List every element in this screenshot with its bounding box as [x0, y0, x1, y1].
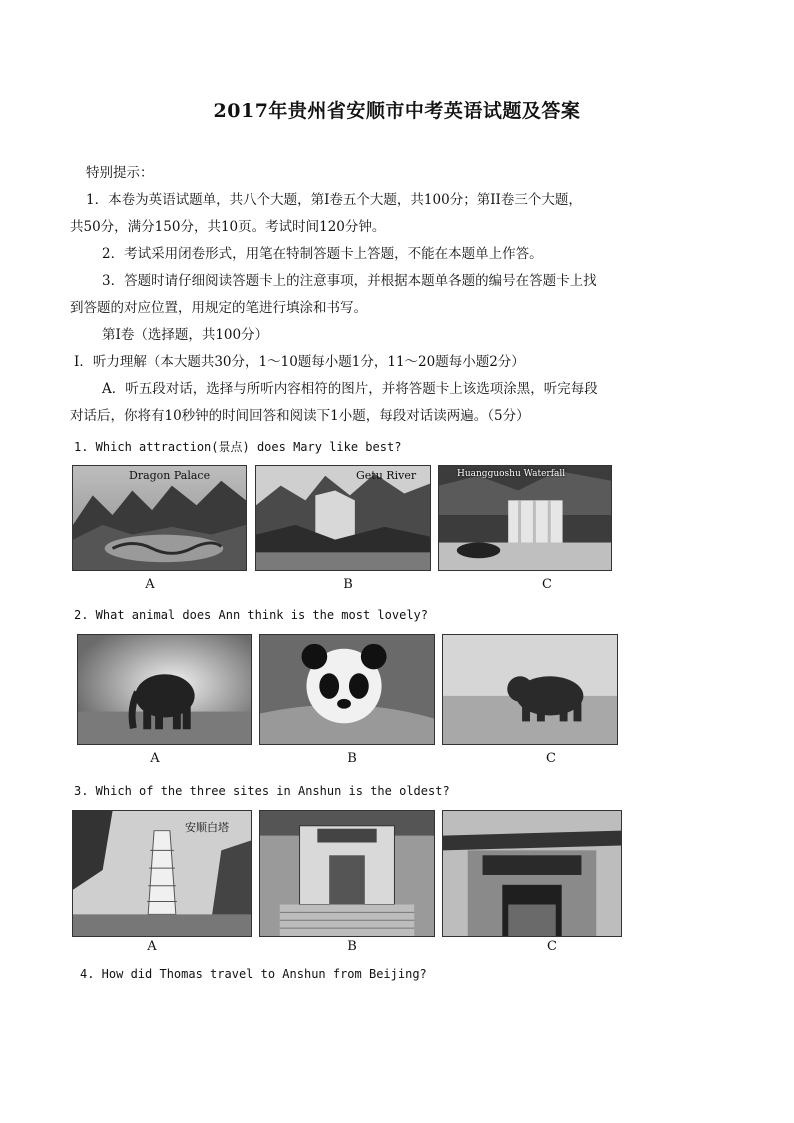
notice-item-2: 2．考试采用闭卷形式，用笔在特制答题卡上答题，不能在本题单上作答。 — [102, 246, 543, 262]
photo-panda — [259, 634, 435, 745]
section-1-heading: I．听力理解（本大题共30分，1～10题每小题1分，11～20题每小题2分） — [74, 354, 525, 370]
section-a-line-1: A．听五段对话，选择与所听内容相符的图片，并将答题卡上该选项涂黑，听完每段 — [102, 381, 598, 397]
option-letter: B — [347, 939, 357, 954]
question-1-text: 1. Which attraction(景点) does Mary like best? — [74, 440, 402, 454]
photo-bear — [442, 634, 618, 745]
notice-item-1-line-1: 1．本卷为英语试题单，共八个大题，第Ⅰ卷五个大题，共100分；第II卷三个大题， — [86, 192, 582, 208]
page-title: 2017年贵州省安顺市中考英语试题及答案 — [213, 100, 581, 122]
option-letter: C — [547, 939, 557, 954]
photo-caption: Getu River — [356, 469, 417, 482]
photo-caption: Huangguoshu Waterfall — [457, 469, 566, 479]
photo-elephant — [77, 634, 252, 745]
question-3-text: 3. Which of the three sites in Anshun is the oldest? — [74, 784, 450, 798]
option-letter: C — [542, 577, 552, 592]
photo-huangguoshu-waterfall — [438, 465, 612, 571]
photo-white-pagoda — [72, 810, 252, 937]
notice-heading: 特别提示： — [86, 165, 154, 181]
photo-caption: 安顺白塔 — [185, 821, 229, 834]
option-letter: B — [343, 577, 353, 592]
question-2-text: 2. What animal does Ann think is the most lovely? — [74, 608, 429, 622]
notice-item-3-line-1: 3．答题时请仔细阅读答题卡上的注意事项，并根据本题单各题的编号在答题卡上找 — [102, 273, 597, 289]
photo-caption: Dragon Palace — [129, 469, 211, 482]
option-letter: C — [546, 751, 556, 766]
option-letter: A — [145, 577, 155, 592]
part-1-heading: 第Ⅰ卷（选择题，共100分） — [102, 327, 269, 343]
notice-item-1-line-2: 共50分，满分150分，共10页。考试时间120分钟。 — [70, 219, 386, 235]
option-letter: A — [150, 751, 160, 766]
option-letter: B — [347, 751, 357, 766]
photo-old-gateway — [442, 810, 622, 937]
question-4-text: 4. How did Thomas travel to Anshun from Beijing? — [80, 967, 427, 981]
section-a-line-2: 对话后，你将有10秒钟的时间回答和阅读下1小题，每段对话读两遍。（5分） — [70, 408, 530, 424]
notice-item-3-line-2: 到答题的对应位置，用规定的笔进行填涂和书写。 — [70, 300, 367, 316]
photo-getu-river — [255, 465, 431, 571]
photo-temple-gate — [259, 810, 435, 937]
photo-dragon-palace — [72, 465, 247, 571]
option-letter: A — [147, 939, 157, 954]
